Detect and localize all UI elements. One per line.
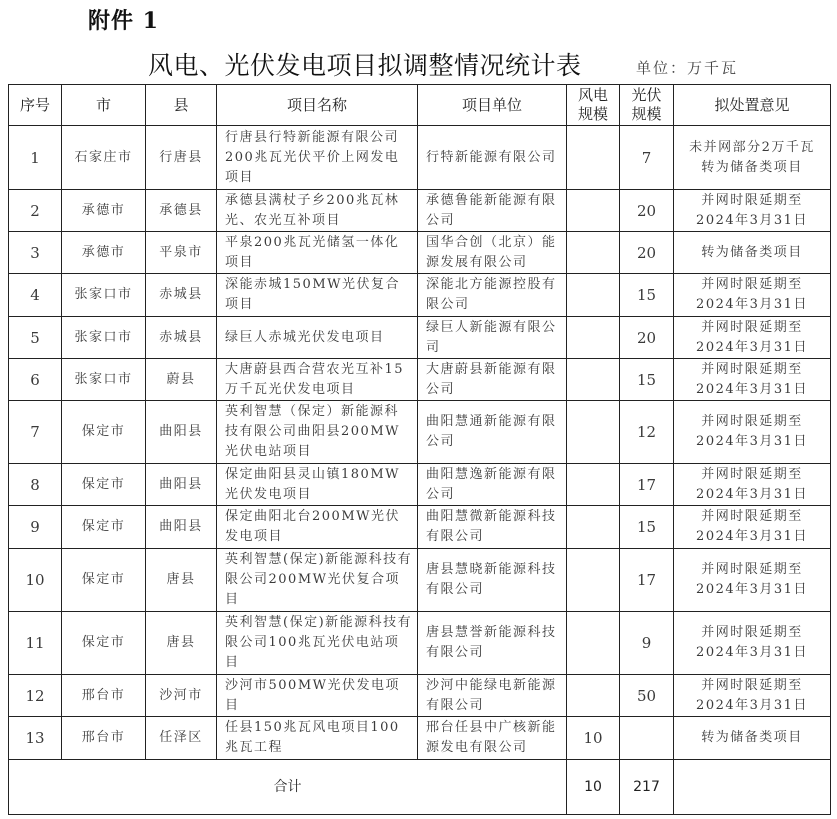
header-index: 序号 (9, 85, 62, 126)
row-disposal-opinion: 并网时限延期至2024年3月31日 (674, 401, 831, 464)
row-index: 10 (9, 549, 62, 612)
row-county: 承德县 (146, 190, 217, 232)
row-wind-scale (567, 675, 620, 717)
row-project-company: 唐县慧晓新能源科技有限公司 (418, 549, 567, 612)
table-row (9, 717, 831, 760)
header-disposal-opinion: 拟处置意见 (674, 85, 831, 126)
row-project-name: 英利智慧（保定）新能源科技有限公司曲阳县200MW光伏电站项目 (217, 401, 418, 464)
row-city: 张家口市 (62, 274, 146, 317)
row-solar-scale: 17 (620, 464, 674, 506)
row-county: 蔚县 (146, 359, 217, 401)
row-disposal-opinion: 并网时限延期至2024年3月31日 (674, 506, 831, 549)
row-index: 6 (9, 359, 62, 401)
row-wind-scale (567, 464, 620, 506)
row-project-company: 大唐蔚县新能源有限公司 (418, 359, 567, 401)
row-solar-scale: 7 (620, 126, 674, 190)
row-city: 石家庄市 (62, 126, 146, 190)
row-solar-scale: 20 (620, 317, 674, 359)
row-city: 承德市 (62, 190, 146, 232)
header-county: 县 (146, 85, 217, 126)
header-solar-scale-line1: 光伏 (631, 86, 662, 104)
row-project-name: 英利智慧(保定)新能源科技有限公司200MW光伏复合项目 (217, 549, 418, 612)
row-disposal-opinion: 未并网部分2万千瓦转为储备类项目 (674, 126, 831, 190)
row-county: 唐县 (146, 612, 217, 675)
row-solar-scale: 15 (620, 506, 674, 549)
row-project-name: 任县150兆瓦风电项目100兆瓦工程 (217, 717, 418, 760)
row-wind-scale (567, 401, 620, 464)
row-county: 曲阳县 (146, 506, 217, 549)
total-wind: 10 (567, 760, 620, 815)
row-project-name: 行唐县行特新能源有限公司200兆瓦光伏平价上网发电项目 (217, 126, 418, 190)
row-solar-scale: 20 (620, 232, 674, 274)
row-project-name: 平泉200兆瓦光储氢一体化项目 (217, 232, 418, 274)
row-wind-scale (567, 549, 620, 612)
row-city: 保定市 (62, 506, 146, 549)
row-wind-scale (567, 317, 620, 359)
row-index: 1 (9, 126, 62, 190)
row-index: 9 (9, 506, 62, 549)
table-row (9, 317, 831, 359)
row-disposal-opinion: 并网时限延期至2024年3月31日 (674, 464, 831, 506)
row-project-name: 保定曲阳北台200MW光伏发电项目 (217, 506, 418, 549)
table-row (9, 401, 831, 464)
row-index: 3 (9, 232, 62, 274)
row-project-name: 深能赤城150MW光伏复合项目 (217, 274, 418, 317)
row-project-name: 保定曲阳县灵山镇180MW光伏发电项目 (217, 464, 418, 506)
row-wind-scale (567, 190, 620, 232)
row-county: 沙河市 (146, 675, 217, 717)
row-solar-scale: 15 (620, 274, 674, 317)
row-index: 12 (9, 675, 62, 717)
header-wind-scale-line1: 风电 (577, 86, 608, 104)
statistics-table (8, 84, 831, 815)
row-disposal-opinion: 并网时限延期至2024年3月31日 (674, 317, 831, 359)
row-project-name: 沙河市500MW光伏发电项目 (217, 675, 418, 717)
row-wind-scale (567, 232, 620, 274)
row-index: 5 (9, 317, 62, 359)
row-city: 邢台市 (62, 717, 146, 760)
row-county: 赤城县 (146, 274, 217, 317)
table-row (9, 506, 831, 549)
row-solar-scale: 20 (620, 190, 674, 232)
row-index: 13 (9, 717, 62, 760)
row-index: 8 (9, 464, 62, 506)
row-project-company: 曲阳慧逸新能源有限公司 (418, 464, 567, 506)
row-city: 张家口市 (62, 359, 146, 401)
row-solar-scale: 17 (620, 549, 674, 612)
row-county: 任泽区 (146, 717, 217, 760)
row-disposal-opinion: 并网时限延期至2024年3月31日 (674, 274, 831, 317)
table-row (9, 232, 831, 274)
row-project-company: 承德鲁能新能源有限公司 (418, 190, 567, 232)
row-city: 保定市 (62, 549, 146, 612)
row-city: 保定市 (62, 612, 146, 675)
table-row (9, 359, 831, 401)
header-project-company: 项目单位 (418, 85, 567, 126)
row-project-company: 唐县慧誉新能源科技有限公司 (418, 612, 567, 675)
row-index: 2 (9, 190, 62, 232)
total-solar: 217 (620, 760, 674, 815)
row-county: 平泉市 (146, 232, 217, 274)
row-wind-scale (567, 612, 620, 675)
row-county: 唐县 (146, 549, 217, 612)
table-row (9, 190, 831, 232)
table-row (9, 549, 831, 612)
row-city: 保定市 (62, 464, 146, 506)
document-title: 风电、光伏发电项目拟调整情况统计表 (148, 51, 582, 80)
row-disposal-opinion: 转为储备类项目 (674, 232, 831, 274)
row-wind-scale (567, 126, 620, 190)
table-row (9, 612, 831, 675)
row-county: 曲阳县 (146, 464, 217, 506)
row-solar-scale: 50 (620, 675, 674, 717)
header-row (9, 85, 831, 126)
table-row (9, 675, 831, 717)
row-index: 11 (9, 612, 62, 675)
unit-label: 单位：万千瓦 (636, 59, 739, 77)
row-project-name: 承德县满杖子乡200兆瓦林光、农光互补项目 (217, 190, 418, 232)
row-project-company: 国华合创（北京）能源发展有限公司 (418, 232, 567, 274)
row-project-company: 沙河中能绿电新能源有限公司 (418, 675, 567, 717)
row-solar-scale: 12 (620, 401, 674, 464)
row-project-company: 深能北方能源控股有限公司 (418, 274, 567, 317)
row-disposal-opinion: 并网时限延期至2024年3月31日 (674, 549, 831, 612)
row-project-company: 曲阳慧通新能源有限公司 (418, 401, 567, 464)
row-index: 7 (9, 401, 62, 464)
row-city: 保定市 (62, 401, 146, 464)
table-row (9, 126, 831, 190)
header-project-name: 项目名称 (217, 85, 418, 126)
row-city: 承德市 (62, 232, 146, 274)
row-project-name: 大唐蔚县西合营农光互补15万千瓦光伏发电项目 (217, 359, 418, 401)
row-solar-scale: 15 (620, 359, 674, 401)
row-solar-scale (620, 717, 674, 760)
row-county: 行唐县 (146, 126, 217, 190)
table-row (9, 274, 831, 317)
header-city: 市 (62, 85, 146, 126)
row-disposal-opinion: 并网时限延期至2024年3月31日 (674, 190, 831, 232)
row-project-company: 绿巨人新能源有限公司 (418, 317, 567, 359)
header-solar-scale-line2: 规模 (631, 105, 662, 123)
header-wind-scale-line2: 规模 (577, 105, 608, 123)
row-wind-scale (567, 359, 620, 401)
row-index: 4 (9, 274, 62, 317)
total-label: 合计 (9, 760, 567, 815)
row-project-company: 曲阳慧微新能源科技有限公司 (418, 506, 567, 549)
row-city: 张家口市 (62, 317, 146, 359)
row-disposal-opinion: 并网时限延期至2024年3月31日 (674, 675, 831, 717)
row-disposal-opinion: 并网时限延期至2024年3月31日 (674, 359, 831, 401)
header-solar-scale (620, 85, 674, 126)
row-solar-scale: 9 (620, 612, 674, 675)
row-city: 邢台市 (62, 675, 146, 717)
total-row (9, 760, 831, 815)
row-disposal-opinion: 并网时限延期至2024年3月31日 (674, 612, 831, 675)
total-opinion (674, 760, 831, 815)
row-project-name: 英利智慧(保定)新能源科技有限公司100兆瓦光伏电站项目 (217, 612, 418, 675)
header-wind-scale (567, 85, 620, 126)
attachment-label: 附件 1 (88, 8, 159, 34)
row-county: 曲阳县 (146, 401, 217, 464)
row-county: 赤城县 (146, 317, 217, 359)
row-wind-scale: 10 (567, 717, 620, 760)
row-disposal-opinion: 转为储备类项目 (674, 717, 831, 760)
row-wind-scale (567, 506, 620, 549)
table-row (9, 464, 831, 506)
row-wind-scale (567, 274, 620, 317)
row-project-company: 邢台任县中广核新能源发电有限公司 (418, 717, 567, 760)
row-project-company: 行特新能源有限公司 (418, 126, 567, 190)
row-project-name: 绿巨人赤城光伏发电项目 (217, 317, 418, 359)
